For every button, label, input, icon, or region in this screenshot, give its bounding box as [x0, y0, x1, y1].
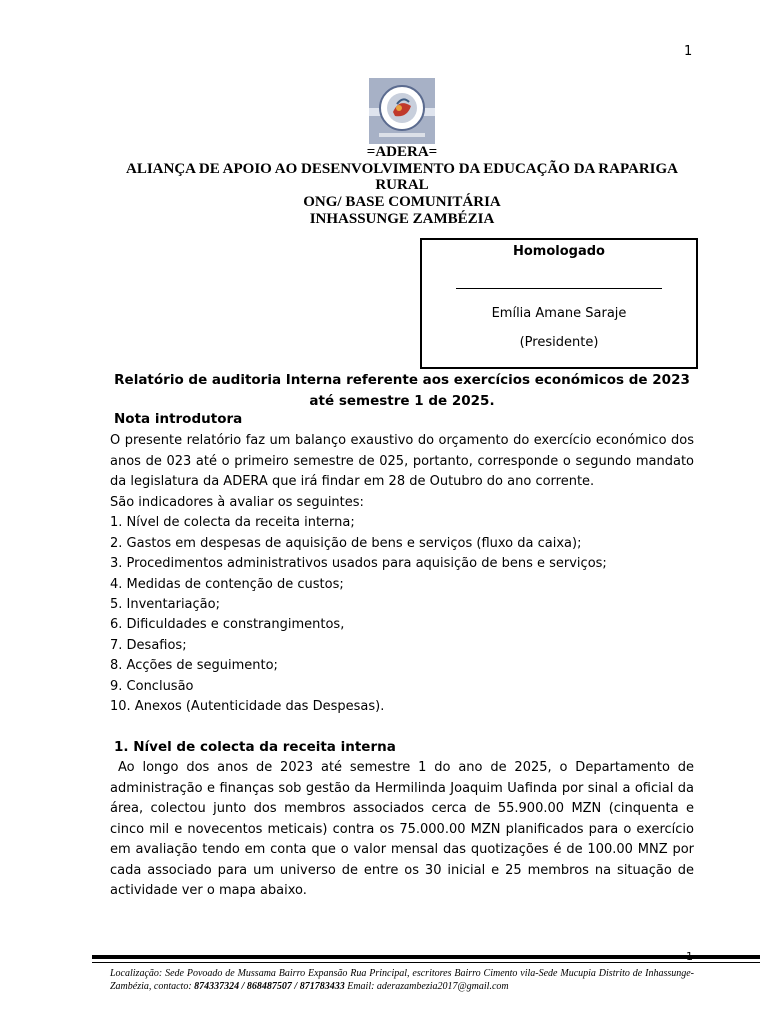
footer-page-number: 1 — [686, 950, 693, 963]
approval-box — [420, 238, 698, 369]
footer-location: Localização: Sede Povoado de Mussama Bairro Expansão Rua Principal, escritores Bairro Cimento vila-Sede Mucupia Distrito de Inhassunge-Zambézia, contacto: — [110, 968, 694, 992]
list-item: 7. Desafios; — [110, 637, 187, 653]
indicators-intro: São indicadores à avaliar os seguintes: — [110, 495, 364, 510]
report-title: Relatório de auditoria Interna referente aos exercícios económicos de 2023 até semestre 1 de 2025. — [114, 372, 690, 409]
approval-label: Homologado — [513, 244, 605, 259]
signature-line — [456, 288, 662, 289]
approver-role: (Presidente) — [519, 335, 599, 350]
org-acronym: =ADERA= — [366, 144, 438, 160]
list-item: 10. Anexos (Autenticidade das Despesas). — [110, 699, 385, 715]
indicators-list — [110, 493, 694, 717]
list-item: 9. Conclusão — [110, 678, 194, 694]
section1-heading: 1. Nível de colecta da receita interna — [114, 739, 396, 755]
logo-emblem-icon — [369, 78, 435, 144]
footer-phones: 874337324 / 868487507 / 871783433 — [194, 981, 345, 992]
list-item: 4. Medidas de contenção de custos; — [110, 576, 344, 592]
list-item: 8. Acções de seguimento; — [110, 658, 278, 674]
footer-address — [110, 967, 694, 993]
intro-paragraph: O presente relatório faz um balanço exaustivo do orçamento do exercício económico dos anos de 023 até o primeiro semestre de 025, portanto, corresponde o segundo mandato da legislatura da ADERA que irá findar em 28 de Outubro do ano corrente. — [110, 433, 694, 489]
footer-rule-thin — [92, 962, 760, 963]
intro-heading: Nota introdutora — [114, 411, 243, 427]
organization-logo — [369, 78, 435, 144]
footer-email: Email: aderazambezia2017@gmail.com — [344, 981, 509, 992]
page-number: 1 — [684, 44, 693, 59]
list-item: 2. Gastos em despesas de aquisição de bens e serviços (fluxo da caixa); — [110, 535, 582, 551]
org-location: INHASSUNGE ZAMBÉZIA — [309, 211, 495, 227]
list-item: 3. Procedimentos administrativos usados para aquisição de bens e serviços; — [110, 556, 607, 572]
approver-name: Emília Amane Saraje — [491, 306, 627, 321]
org-full-name-cont: RURAL — [375, 177, 429, 193]
list-item: 5. Inventariação; — [110, 597, 220, 613]
section1-paragraph: Ao longo dos anos de 2023 até semestre 1 do ano de 2025, o Departamento de administração e finanças sob gestão da Hermilinda Joaquim Uafinda por sinal a oficial da área, colectou junto dos membros associados cerca de 55.900.00 MZN (cinquenta e cinco mil e novecentos meticais) contra os 75.000.00 MZN planificados para o exercício em avaliação tendo em conta que o valor mensal das quotizações é de 100.00 MNZ por cada associado para um universo de entre os 30 inicial e 25 membros na situação de actividade ver o mapa abaixo. — [110, 760, 694, 898]
org-full-name: ALIANÇA DE APOIO AO DESENVOLVIMENTO DA EDUCAÇÃO DA RAPARIGA — [126, 161, 678, 177]
list-item: 6. Dificuldades e constrangimentos, — [110, 617, 345, 633]
list-item: 1. Nível de colecta da receita interna; — [110, 515, 355, 531]
org-type: ONG/ BASE COMUNITÁRIA — [303, 194, 501, 210]
footer-rule-thick — [92, 955, 760, 959]
